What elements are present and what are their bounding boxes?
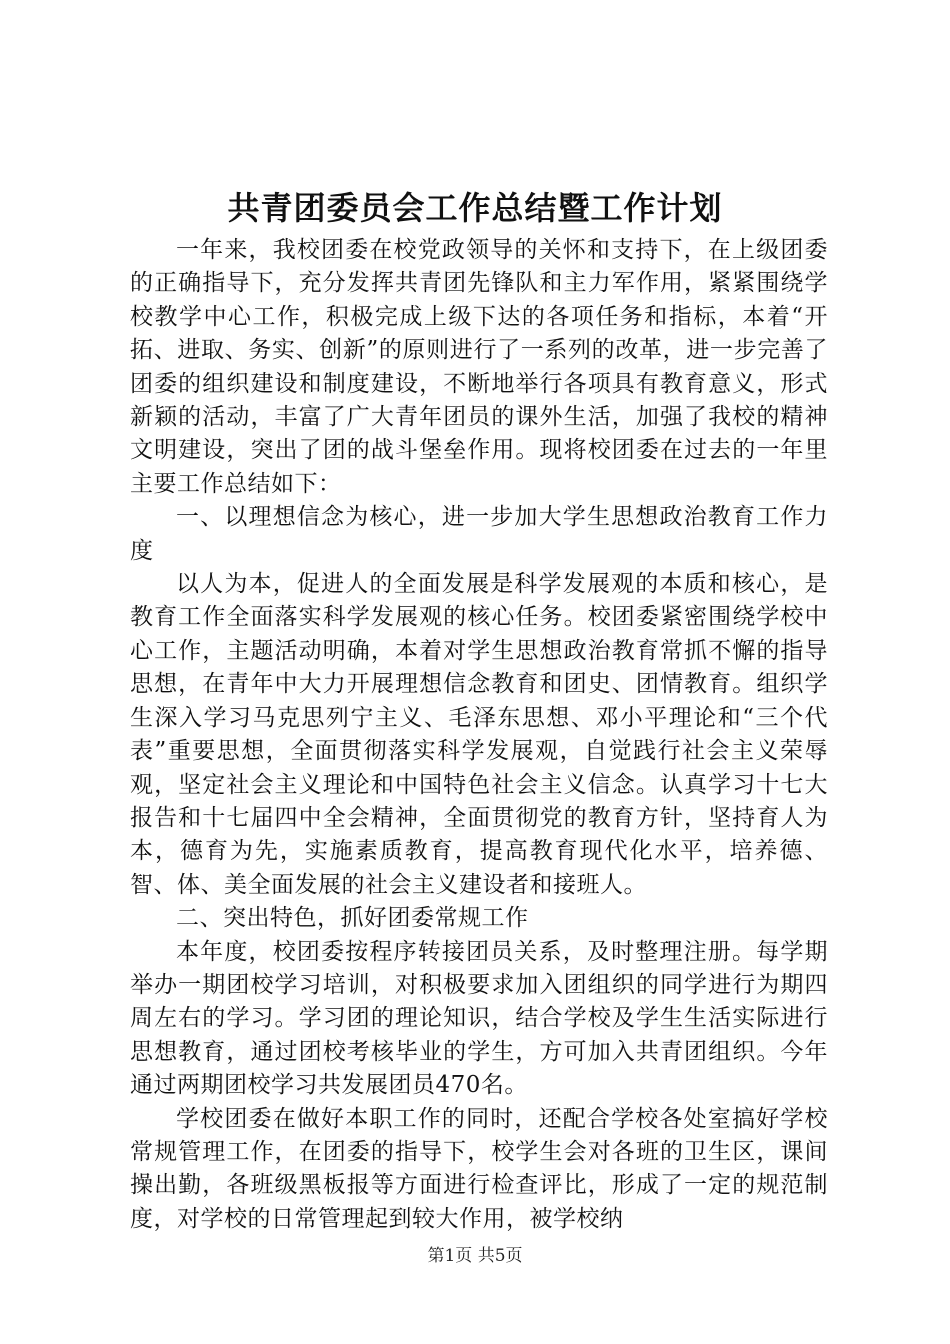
paragraph-intro: 一年来，我校团委在校党政领导的关怀和支持下，在上级团委的正确指导下，充分发挥共青团先锋队和主力军作用，紧紧围绕学校教学中心工作，积极完成上级下达的各项任务和指标，本着“开拓、进取、务实、创新”的原则进行了一系列的改革，进一步完善了团委的组织建设和制度建设，不断地举行各项具有教育意义，形式新颖的活动，丰富了广大青年团员的课外生活，加强了我校的精神文明建设，突出了团的战斗堡垒作用。现将校团委在过去的一年里主要工作总结如下：: [130, 237, 828, 497]
section-heading-1: 一、以理想信念为核心，进一步加大学生思想政治教育工作力度: [130, 504, 828, 564]
document-body: [130, 234, 828, 1236]
document-title: 共青团委员会工作总结暨工作计划: [227, 189, 723, 227]
paragraph-section-2b: 学校团委在做好本职工作的同时，还配合学校各处室搞好学校常规管理工作，在团委的指导下，校学生会对各班的卫生区，课间操出勤，各班级黑板报等方面进行检查评比，形成了一定的规范制度，对学校的日常管理起到较大作用，被学校纳: [130, 1105, 828, 1232]
paragraph-section-2a: 本年度，校团委按程序转接团员关系，及时整理注册。每学期举办一期团校学习培训，对积极要求加入团组织的同学进行为期四周左右的学习。学习团的理论知识，结合学校及学生生活实际进行思想教育，通过团校考核毕业的学生，方可加入共青团组织。今年通过两期团校学习共发展团员470名。: [130, 938, 828, 1099]
section-heading-2: 二、突出特色，抓好团委常规工作: [176, 905, 529, 932]
paragraph-section-1: 以人为本，促进人的全面发展是科学发展观的本质和核心，是教育工作全面落实科学发展观的核心任务。校团委紧密围绕学校中心工作，主题活动明确，本着对学生思想政治教育常抓不懈的指导思想，在青年中大力开展理想信念教育和团史、团情教育。组织学生深入学习马克思列宁主义、毛泽东思想、邓小平理论和“三个代表”重要思想，全面贯彻落实科学发展观，自觉践行社会主义荣辱观，坚定社会主义理论和中国特色社会主义信念。认真学习十七大报告和十七届四中全会精神，全面贯彻党的教育方针，坚持育人为本，德育为先，实施素质教育，提高教育现代化水平，培养德、智、体、美全面发展的社会主义建设者和接班人。: [130, 571, 828, 898]
page-footer: 第1页 共5页: [427, 1246, 523, 1266]
